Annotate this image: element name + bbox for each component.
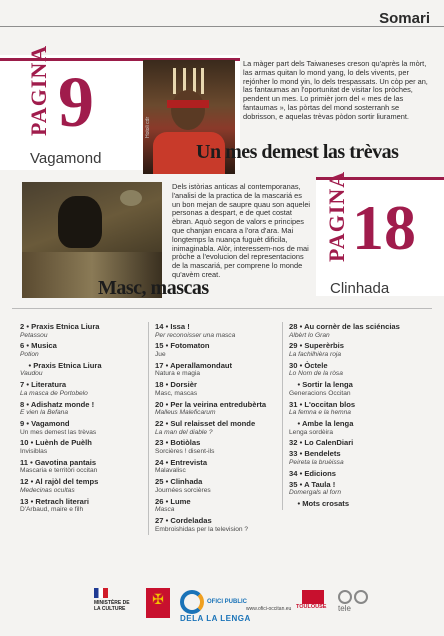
toc-entry-subtitle: La masca de Portobelo (20, 389, 88, 397)
toc-entry[interactable] (289, 341, 421, 359)
footer-logos (0, 586, 444, 626)
bullet-icon: • (24, 322, 32, 331)
toc-entry[interactable] (289, 469, 421, 479)
toc-entry[interactable] (289, 361, 421, 379)
toc-entry-page: 24 (155, 457, 164, 467)
toc-entry-line (289, 438, 421, 448)
toc-entry-title[interactable]: Lo CalenDiari (304, 438, 354, 448)
toc-entry-page: 31 (289, 399, 298, 409)
bullet-icon: • (297, 322, 305, 331)
bullet-icon: • (163, 341, 171, 351)
toc-entry-subtitle: Lo Nom de la ròsa (289, 370, 343, 378)
toc-entry-subtitle: Embroishidas per la television ? (155, 525, 249, 533)
toc-entry[interactable] (20, 458, 152, 476)
bullet-icon: • (24, 399, 31, 409)
toc-entry-subtitle: Journées sorcières (155, 486, 211, 494)
toc-entry-title[interactable]: Botiòlas (170, 438, 201, 448)
toc-entry-page: 2 (20, 322, 25, 331)
toc-entry[interactable] (20, 361, 152, 379)
toc-entry-page: 20 (155, 399, 164, 409)
toc-entry-title[interactable]: Au cornèr de las sciéncias (304, 322, 400, 331)
toc-entry-page: 11 (20, 457, 29, 467)
toc-entry-subtitle: E vien la Befana (20, 409, 69, 417)
toc-entry-page: 28 (289, 322, 298, 331)
toc-entry-title[interactable]: Lume (170, 496, 191, 506)
toc-entry-line (20, 361, 152, 371)
toc-entry[interactable] (155, 419, 287, 437)
toc-entry-line (289, 480, 421, 490)
toc-entry-page: 32 (289, 438, 298, 448)
toc-entry-title[interactable]: Praxis Etnica Liura (33, 360, 102, 370)
bullet-icon: • (24, 341, 32, 351)
bullet-icon: • (163, 322, 171, 331)
toc-entry-page: 13 (20, 496, 29, 506)
toc-entry-line (155, 380, 287, 390)
toc-entry[interactable] (155, 438, 287, 456)
bullet-icon: • (289, 380, 303, 390)
toc-entry-subtitle: Malleus Maleficarum (155, 409, 216, 417)
toc-entry-subtitle: Mascaria e territòri occitan (20, 467, 98, 475)
bullet-icon: • (297, 360, 305, 370)
toc-entry-title[interactable]: Entrevista (170, 457, 208, 467)
bullet-icon: • (163, 360, 171, 370)
bullet-icon: • (297, 468, 305, 478)
toc-entry-line (20, 438, 152, 448)
feature1-intro: La màger part dels Taiwaneses creson qu'après la mòrt, las armas quitan lo mond yang, lo dels vivents, per rejónher lo mond yin, lo dels trespassats. Un còp per an, las fantaumas an l'oportunitat de visitar los pròches, pendent un mes. Lo primièr jorn del « mes de las fantaumas », las pòrtas del mond sosterranh se dobrisson, e aquelas trèvas pòdon sortir liurament. (243, 59, 428, 121)
toc-entry-line (20, 322, 152, 332)
bullet-icon: • (163, 515, 171, 525)
bullet-icon: • (297, 438, 305, 448)
toc-entry-title[interactable]: Praxis Etnica Liura (31, 322, 100, 331)
toc-column-2 (148, 322, 287, 535)
toc-entry-title[interactable]: Issa ! (170, 322, 190, 331)
toc-entry-title[interactable]: Luènh de Puèlh (35, 438, 92, 448)
toc-entry-line (155, 497, 287, 507)
feature2-title[interactable]: Masc, mascas (98, 277, 209, 299)
toc-entry-subtitle: Invisiblas (20, 447, 48, 455)
toc-entry-line (20, 419, 152, 429)
bullet-icon: • (28, 438, 36, 448)
toc-entry-title[interactable]: Sortir la lenga (302, 380, 353, 390)
toc-entry-title[interactable]: Aperallamondaut (170, 360, 233, 370)
toc-entry[interactable] (289, 438, 421, 448)
toc-entry-line (20, 341, 152, 351)
feature2-intro: Dels istòrias anticas al contemporanas, l'analisi de la practica de la mascariá es un bon mejan de saupre quau son aquelei personas a despart, e de quet costat èbran. Aquò segon de valors e principes que chanjan encara a l'ora d'ara. Mai longtemps la nuança fuguèt dificila, inimaginabla. Alòr, interessem-nos de mai pròche a l'evolucion del representacions de la mascariá, per comprene lo monde qu'avèm creat. (172, 182, 311, 279)
bullet-icon: • (28, 496, 36, 506)
feature1-title[interactable]: Un mes demest las trèvas (196, 141, 399, 163)
toc-entry-page: 7 (20, 380, 25, 390)
toc-entry-line (20, 458, 152, 468)
toc-entry[interactable] (20, 477, 152, 495)
toc-entry-page: 9 (20, 418, 25, 428)
bullet-icon: • (297, 341, 305, 351)
toc-entry[interactable] (20, 380, 152, 398)
toc-entry[interactable] (155, 400, 287, 418)
bullet-icon: • (20, 360, 34, 370)
toc-entry-title[interactable]: Bendelets (304, 449, 341, 459)
feature2-page-number[interactable]: 18 (352, 192, 416, 263)
toc-entry-line (155, 341, 287, 351)
bullet-icon: • (163, 477, 171, 487)
toulouse-logo: TOULOUSE (296, 590, 332, 620)
toc-entry-title[interactable]: Ambe la lenga (301, 418, 354, 428)
toc-entry-page: 33 (289, 449, 298, 459)
toc-entry-subtitle: Peireta la bruèissa (289, 458, 344, 466)
toc-entry-subtitle: Generacions Occitan (289, 389, 351, 397)
toc-entry-subtitle: Masca (155, 506, 175, 514)
toc-entry-page: 6 (20, 341, 25, 351)
section-divider (12, 308, 432, 309)
toc-entry-subtitle: Sorcières ! disent-ils (155, 447, 215, 455)
toc-entry[interactable] (20, 341, 152, 359)
toc-entry[interactable] (289, 480, 421, 498)
toc-entry-line (155, 361, 287, 371)
toc-entry[interactable] (289, 499, 421, 509)
toc-entry-subtitle: Medecinas ocultas (20, 486, 75, 494)
toc-entry-page: 22 (155, 418, 164, 428)
toc-entry-line (289, 469, 421, 479)
toc-entry-title[interactable]: L'occitan blos (304, 399, 356, 409)
bullet-icon: • (297, 479, 305, 489)
toc-entry-title[interactable]: Literatura (31, 380, 67, 390)
toc-entry-page: 8 (20, 399, 25, 409)
toc-entry[interactable] (155, 322, 287, 340)
toc-entry[interactable] (289, 419, 421, 437)
toc-entry-line (20, 477, 152, 487)
bullet-icon: • (28, 457, 35, 467)
bullet-icon: • (289, 499, 303, 509)
toc-entry[interactable] (155, 497, 287, 515)
ministere-logo: MINISTÈRE DE LA CULTURE (94, 588, 134, 622)
toc-entry[interactable] (289, 322, 421, 340)
bullet-icon: • (163, 457, 171, 467)
toc-entry-title[interactable]: Per la veirina entredubèrta (170, 399, 267, 409)
ofici-public-logo: OFICI PUBLIC DELA LA LENGA (180, 590, 260, 622)
toc-entry-line (289, 322, 421, 332)
toc-entry-title[interactable]: Vagamond (31, 418, 70, 428)
bullet-icon: • (297, 399, 305, 409)
toc-entry-title[interactable]: A Taula ! (304, 479, 336, 489)
bullet-icon: • (297, 449, 305, 459)
toc-entry-title[interactable]: Al rajòl del temps (35, 477, 99, 487)
toc-entry-line (20, 400, 152, 410)
bullet-icon: • (163, 399, 171, 409)
photo-credit: Hotoli cdr (145, 116, 151, 138)
toc-entry-subtitle: Petassou (20, 331, 48, 339)
toc-entry-line (289, 341, 421, 351)
toc-entry-page: 25 (155, 477, 164, 487)
toc-entry-subtitle: Potion (20, 350, 39, 358)
toc-entry[interactable] (20, 419, 152, 437)
toc-entry-line (155, 477, 287, 487)
bullet-icon: • (163, 496, 171, 506)
toc-entry[interactable] (20, 438, 152, 456)
toc-entry-title[interactable]: Cordeladas (170, 515, 212, 525)
bullet-icon: • (28, 477, 36, 487)
toc-entry-page: 29 (289, 341, 298, 351)
toc-entry[interactable] (20, 400, 152, 418)
toc-entry-line (155, 322, 287, 332)
toc-entry-subtitle: Malavalisc (155, 467, 186, 475)
toc-entry-subtitle: La femna e la hemna (289, 409, 351, 417)
toc-entry[interactable] (155, 380, 287, 398)
toc-entry-title[interactable]: Sul relaisset del monde (170, 418, 256, 428)
toc-entry[interactable] (289, 380, 421, 398)
bullet-icon: • (289, 418, 302, 428)
toc-entry-page: 10 (20, 438, 29, 448)
bullet-icon: • (163, 380, 171, 390)
toc-entry-line (20, 380, 152, 390)
toc-entry-line (289, 419, 421, 429)
toc-entry-page: 18 (155, 380, 164, 390)
toc-entry-page: 26 (155, 496, 164, 506)
toc-entry-line (155, 516, 287, 526)
toc-entry-subtitle: Domergals al forn (289, 489, 342, 497)
bullet-icon: • (163, 418, 171, 428)
toc-entry[interactable] (20, 322, 152, 340)
toc-entry-title[interactable]: Dorsièr (170, 380, 197, 390)
toc-entry[interactable] (289, 449, 421, 467)
toc-entry[interactable] (155, 458, 287, 476)
feature2-section-name: Clinhada (330, 280, 390, 297)
toc-entry-title[interactable]: Fotomaton (170, 341, 210, 351)
toc-column-1 (20, 322, 152, 516)
toc-entry-subtitle: La man del diable ? (155, 428, 213, 436)
toc-entry-page: 14 (155, 322, 164, 331)
toc-entry-title[interactable]: Gavotina pantais (34, 457, 97, 467)
toc-entry-line (155, 458, 287, 468)
toc-entry-subtitle: D'Arbaud, maire e filh (20, 506, 84, 514)
oclenga-url[interactable]: www.ofici-occitan.eu (246, 606, 292, 612)
toc-entry-page: 30 (289, 360, 298, 370)
toc-entry-subtitle: Natura e magia (155, 370, 201, 378)
toc-entry-page: 12 (20, 477, 29, 487)
toc-entry-title[interactable]: Clinhada (170, 477, 203, 487)
toc-entry-title[interactable]: Edicions (304, 468, 336, 478)
toc-entry[interactable] (20, 497, 152, 515)
toc-entry-subtitle: Per reconoisser una masca (155, 331, 236, 339)
toc-entry[interactable] (155, 477, 287, 495)
toc-entry-title[interactable]: Superèrbis (304, 341, 345, 351)
toc-entry[interactable] (155, 361, 287, 379)
feature2-pagina-label: PAGINA (324, 170, 349, 262)
toc-entry-page: 15 (155, 341, 164, 351)
toc-entry-title[interactable]: Adishatz monde ! (30, 399, 95, 409)
toc-entry-subtitle: Albèrt lo Gran (289, 331, 330, 339)
toc-entry[interactable] (289, 400, 421, 418)
toc-entry-line (155, 419, 287, 429)
toc-entry-subtitle: Vaudou (20, 370, 43, 378)
toc-entry-page: 35 (289, 479, 298, 489)
toc-entry-line (289, 499, 421, 509)
toc-entry-subtitle: Masc, mascas (155, 389, 198, 397)
toc-entry[interactable] (155, 341, 287, 359)
feature1-pagina-label: PAGINA (26, 44, 51, 136)
toc-entry-line (289, 380, 421, 390)
toc-entry-line (155, 438, 287, 448)
toc-entry-title[interactable]: Mots crosats (302, 499, 350, 509)
toc-entry-line (20, 497, 152, 507)
toc-entry-line (289, 400, 421, 410)
toc-entry-page: 34 (289, 468, 298, 478)
toc-entry-title[interactable]: Musica (31, 341, 57, 351)
toc-entry-page: 27 (155, 515, 164, 525)
top-rule (0, 0, 444, 27)
toc-entry-subtitle: Jue (155, 350, 166, 358)
bullet-icon: • (24, 418, 32, 428)
bullet-icon: • (163, 438, 171, 448)
toc-entry-subtitle: Un mes demest las trèvas (20, 428, 97, 436)
feature1-page-number[interactable]: 9 (58, 62, 94, 142)
toc-entry-line (155, 400, 287, 410)
toc-entry-title[interactable]: Òctele (304, 360, 328, 370)
toc-entry-subtitle: Lenga sordèira (289, 428, 333, 436)
toc-entry-page: 17 (155, 360, 164, 370)
octele-logo: tele (338, 590, 368, 620)
toc-entry-line (289, 361, 421, 371)
toc-entry-page: 23 (155, 438, 164, 448)
region-logo: ✠ (146, 588, 170, 618)
toc-entry[interactable] (155, 516, 287, 534)
page-title: Somari (379, 10, 430, 27)
toc-entry-subtitle: La fachilhièra roja (289, 350, 342, 358)
toc-column-3 (282, 322, 421, 510)
bullet-icon: • (24, 380, 32, 390)
toc-entry-line (289, 449, 421, 459)
feature1-section-name: Vagamond (30, 150, 102, 167)
toc-entry-title[interactable]: Retrach literari (35, 496, 89, 506)
